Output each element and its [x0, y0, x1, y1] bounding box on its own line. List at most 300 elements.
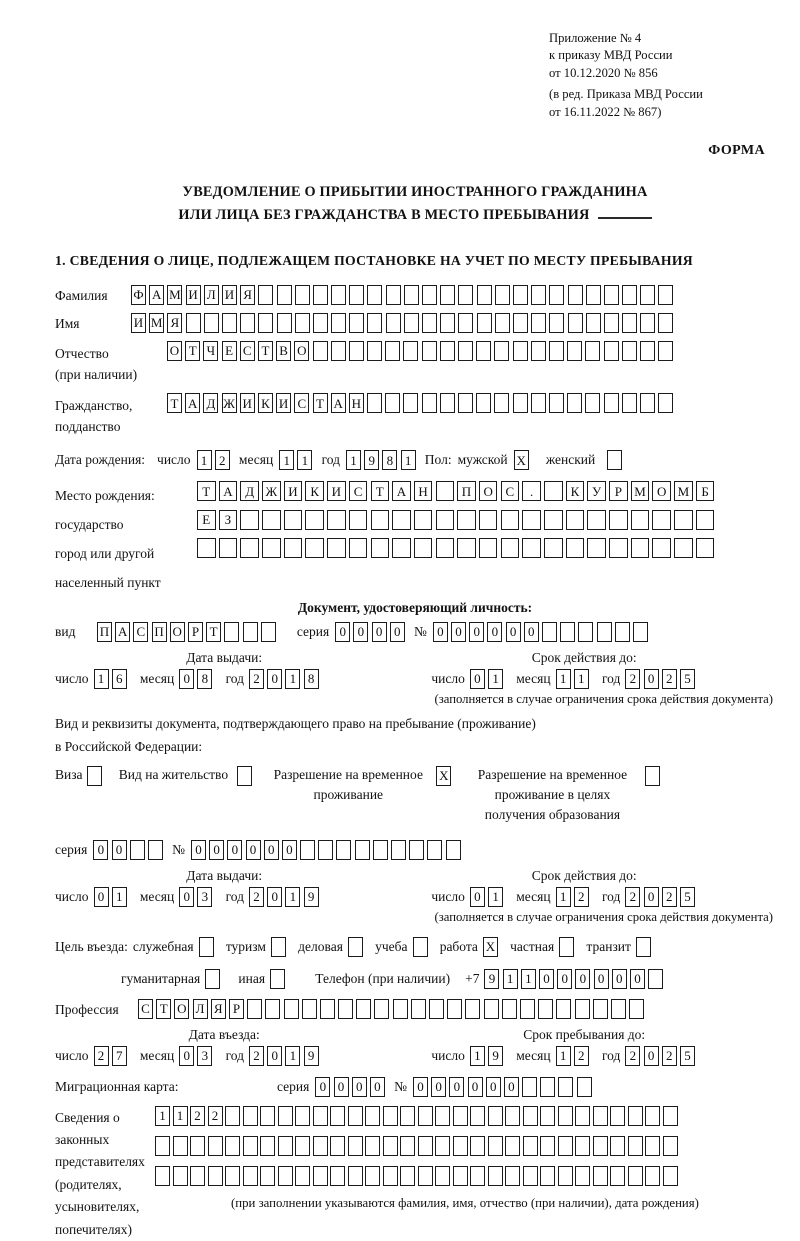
- cell[interactable]: 0: [506, 622, 521, 642]
- cell[interactable]: 1: [285, 887, 300, 907]
- cell[interactable]: [186, 313, 201, 333]
- cell[interactable]: [622, 313, 637, 333]
- cell[interactable]: [585, 341, 600, 361]
- cell[interactable]: 1: [574, 669, 589, 689]
- cell[interactable]: [494, 341, 509, 361]
- cell[interactable]: [549, 285, 564, 305]
- cell[interactable]: [260, 1106, 275, 1126]
- cell[interactable]: [224, 622, 239, 642]
- cell[interactable]: 0: [594, 969, 609, 989]
- cell[interactable]: 0: [449, 1077, 464, 1097]
- cell[interactable]: 0: [334, 1077, 349, 1097]
- identity-type-cells[interactable]: [97, 622, 279, 642]
- cell[interactable]: 0: [539, 969, 554, 989]
- cell[interactable]: 7: [112, 1046, 127, 1066]
- cell[interactable]: [567, 341, 582, 361]
- cell[interactable]: [413, 937, 428, 957]
- cell[interactable]: [197, 538, 216, 558]
- cell[interactable]: [391, 840, 406, 860]
- identity-issue-year-cells[interactable]: [249, 669, 322, 689]
- birth-place-row2-cells[interactable]: [197, 510, 775, 530]
- cell[interactable]: Т: [156, 999, 171, 1019]
- cell[interactable]: [544, 538, 563, 558]
- representatives-row3-cells[interactable]: [155, 1166, 775, 1186]
- cell[interactable]: Ф: [131, 285, 146, 305]
- cell[interactable]: [427, 840, 442, 860]
- cell[interactable]: [513, 285, 528, 305]
- cell[interactable]: [331, 341, 346, 361]
- cell[interactable]: [558, 1106, 573, 1126]
- cell[interactable]: [440, 341, 455, 361]
- cell[interactable]: 0: [353, 622, 368, 642]
- cell[interactable]: [440, 285, 455, 305]
- cell[interactable]: [284, 510, 303, 530]
- cell[interactable]: П: [97, 622, 112, 642]
- cell[interactable]: 0: [644, 1046, 659, 1066]
- purpose-transit-checkbox[interactable]: [636, 937, 654, 957]
- migration-number-cells[interactable]: [413, 1077, 595, 1097]
- cell[interactable]: О: [652, 481, 671, 501]
- cell[interactable]: [488, 1106, 503, 1126]
- birth-day-cells[interactable]: [197, 450, 233, 470]
- cell[interactable]: [658, 313, 673, 333]
- cell[interactable]: [327, 538, 346, 558]
- cell[interactable]: [392, 510, 411, 530]
- cell[interactable]: А: [219, 481, 238, 501]
- cell[interactable]: [385, 393, 400, 413]
- cell[interactable]: О: [479, 481, 498, 501]
- cell[interactable]: [400, 1106, 415, 1126]
- cell[interactable]: [568, 285, 583, 305]
- cell[interactable]: [204, 313, 219, 333]
- cell[interactable]: [542, 622, 557, 642]
- cell[interactable]: [313, 313, 328, 333]
- cell[interactable]: [436, 481, 455, 501]
- cell[interactable]: [295, 1166, 310, 1186]
- cell[interactable]: [479, 538, 498, 558]
- cell[interactable]: И: [327, 481, 346, 501]
- cell[interactable]: 0: [370, 1077, 385, 1097]
- cell[interactable]: 1: [470, 1046, 485, 1066]
- cell[interactable]: [367, 341, 382, 361]
- cell[interactable]: 0: [486, 1077, 501, 1097]
- cell[interactable]: [523, 1106, 538, 1126]
- cell[interactable]: [300, 840, 315, 860]
- cell[interactable]: И: [131, 313, 146, 333]
- cell[interactable]: [458, 393, 473, 413]
- cell[interactable]: [628, 1166, 643, 1186]
- cell[interactable]: [87, 766, 102, 786]
- cell[interactable]: Т: [371, 481, 390, 501]
- cell[interactable]: [457, 538, 476, 558]
- cell[interactable]: [383, 1166, 398, 1186]
- cell[interactable]: [393, 999, 408, 1019]
- cell[interactable]: [501, 510, 520, 530]
- cell[interactable]: [604, 341, 619, 361]
- cell[interactable]: М: [674, 481, 693, 501]
- cell[interactable]: [566, 538, 585, 558]
- identity-valid-month-cells[interactable]: [556, 669, 592, 689]
- cell[interactable]: 0: [282, 840, 297, 860]
- cell[interactable]: [645, 1106, 660, 1126]
- cell[interactable]: [549, 313, 564, 333]
- profession-cells[interactable]: [138, 999, 647, 1019]
- cell[interactable]: 0: [93, 840, 108, 860]
- cell[interactable]: Б: [696, 481, 715, 501]
- cell[interactable]: [258, 285, 273, 305]
- cell[interactable]: [593, 1106, 608, 1126]
- birth-place-row1-cells[interactable]: [197, 481, 775, 501]
- cell[interactable]: X: [436, 766, 451, 786]
- cell[interactable]: 2: [662, 1046, 677, 1066]
- cell[interactable]: [633, 622, 648, 642]
- cell[interactable]: 9: [488, 1046, 503, 1066]
- cell[interactable]: 2: [625, 887, 640, 907]
- sex-male-checkbox[interactable]: [514, 450, 532, 470]
- cell[interactable]: О: [167, 341, 182, 361]
- cell[interactable]: 0: [179, 1046, 194, 1066]
- cell[interactable]: [436, 538, 455, 558]
- cell[interactable]: [513, 313, 528, 333]
- cell[interactable]: 1: [556, 669, 571, 689]
- cell[interactable]: [484, 999, 499, 1019]
- cell[interactable]: 1: [94, 669, 109, 689]
- cell[interactable]: [422, 313, 437, 333]
- cell[interactable]: [575, 1136, 590, 1156]
- cell[interactable]: [247, 999, 262, 1019]
- cell[interactable]: У: [587, 481, 606, 501]
- cell[interactable]: [386, 285, 401, 305]
- cell[interactable]: [549, 341, 564, 361]
- cell[interactable]: [313, 285, 328, 305]
- cell[interactable]: [208, 1166, 223, 1186]
- cell[interactable]: Я: [167, 313, 182, 333]
- residence-issue-month-cells[interactable]: [179, 887, 215, 907]
- cell[interactable]: [338, 999, 353, 1019]
- residence-valid-month-cells[interactable]: [556, 887, 592, 907]
- cell[interactable]: [365, 1136, 380, 1156]
- cell[interactable]: 0: [612, 969, 627, 989]
- cell[interactable]: [422, 341, 437, 361]
- cell[interactable]: [348, 1136, 363, 1156]
- cell[interactable]: 1: [279, 450, 294, 470]
- cell[interactable]: [331, 285, 346, 305]
- cell[interactable]: 0: [179, 669, 194, 689]
- cell[interactable]: [453, 1106, 468, 1126]
- phone-cells[interactable]: [484, 969, 666, 989]
- cell[interactable]: [295, 285, 310, 305]
- cell[interactable]: [636, 937, 651, 957]
- cell[interactable]: [148, 840, 163, 860]
- cell[interactable]: [348, 937, 363, 957]
- cell[interactable]: [495, 285, 510, 305]
- cell[interactable]: [609, 510, 628, 530]
- identity-valid-year-cells[interactable]: [625, 669, 698, 689]
- cell[interactable]: [318, 840, 333, 860]
- cell[interactable]: [371, 538, 390, 558]
- cell[interactable]: О: [170, 622, 185, 642]
- cell[interactable]: 5: [680, 1046, 695, 1066]
- cell[interactable]: [615, 622, 630, 642]
- cell[interactable]: [578, 622, 593, 642]
- cell[interactable]: 1: [346, 450, 361, 470]
- cell[interactable]: [501, 538, 520, 558]
- cell[interactable]: [386, 313, 401, 333]
- cell[interactable]: О: [294, 341, 309, 361]
- cell[interactable]: 0: [267, 669, 282, 689]
- cell[interactable]: [544, 510, 563, 530]
- cell[interactable]: [488, 1166, 503, 1186]
- cell[interactable]: [611, 999, 626, 1019]
- cell[interactable]: 1: [556, 1046, 571, 1066]
- cell[interactable]: С: [133, 622, 148, 642]
- cell[interactable]: 0: [470, 887, 485, 907]
- cell[interactable]: [674, 510, 693, 530]
- cell[interactable]: [222, 313, 237, 333]
- cell[interactable]: 8: [304, 669, 319, 689]
- cell[interactable]: [436, 510, 455, 530]
- residence-number-cells[interactable]: [191, 840, 464, 860]
- cell[interactable]: [371, 510, 390, 530]
- cell[interactable]: [349, 285, 364, 305]
- cell[interactable]: [523, 1136, 538, 1156]
- cell[interactable]: [265, 999, 280, 1019]
- cell[interactable]: [628, 1106, 643, 1126]
- purpose-private-checkbox[interactable]: [559, 937, 577, 957]
- cell[interactable]: 0: [191, 840, 206, 860]
- cell[interactable]: [243, 1166, 258, 1186]
- cell[interactable]: [404, 285, 419, 305]
- cell[interactable]: [313, 1136, 328, 1156]
- cell[interactable]: [365, 1106, 380, 1126]
- cell[interactable]: [696, 538, 715, 558]
- residence-valid-day-cells[interactable]: [470, 887, 506, 907]
- cell[interactable]: [383, 1136, 398, 1156]
- cell[interactable]: Р: [229, 999, 244, 1019]
- cell[interactable]: [458, 313, 473, 333]
- representatives-row2-cells[interactable]: [155, 1136, 775, 1156]
- temporary-residence-checkbox[interactable]: [436, 766, 454, 786]
- cell[interactable]: И: [222, 285, 237, 305]
- cell[interactable]: [531, 341, 546, 361]
- cell[interactable]: [278, 1136, 293, 1156]
- cell[interactable]: 0: [335, 622, 350, 642]
- cell[interactable]: [522, 538, 541, 558]
- cell[interactable]: [374, 999, 389, 1019]
- cell[interactable]: 0: [352, 1077, 367, 1097]
- cell[interactable]: 8: [382, 450, 397, 470]
- cell[interactable]: [173, 1136, 188, 1156]
- cell[interactable]: [130, 840, 145, 860]
- cell[interactable]: Т: [313, 393, 328, 413]
- cell[interactable]: [447, 999, 462, 1019]
- cell[interactable]: С: [501, 481, 520, 501]
- cell[interactable]: 9: [484, 969, 499, 989]
- cell[interactable]: 0: [431, 1077, 446, 1097]
- cell[interactable]: 1: [197, 450, 212, 470]
- cell[interactable]: В: [276, 341, 291, 361]
- cell[interactable]: 1: [155, 1106, 170, 1126]
- cell[interactable]: 0: [413, 1077, 428, 1097]
- cell[interactable]: [502, 999, 517, 1019]
- cell[interactable]: 1: [285, 669, 300, 689]
- cell[interactable]: 0: [487, 622, 502, 642]
- cell[interactable]: 0: [209, 840, 224, 860]
- cell[interactable]: [663, 1106, 678, 1126]
- identity-number-cells[interactable]: [433, 622, 651, 642]
- cell[interactable]: М: [631, 481, 650, 501]
- cell[interactable]: Т: [258, 341, 273, 361]
- residence-permit-checkbox[interactable]: [237, 766, 255, 786]
- cell[interactable]: 0: [504, 1077, 519, 1097]
- cell[interactable]: [422, 285, 437, 305]
- cell[interactable]: [155, 1166, 170, 1186]
- cell[interactable]: [610, 1166, 625, 1186]
- cell[interactable]: Р: [609, 481, 628, 501]
- cell[interactable]: [435, 1136, 450, 1156]
- cell[interactable]: [538, 999, 553, 1019]
- cell[interactable]: Л: [204, 285, 219, 305]
- cell[interactable]: X: [514, 450, 529, 470]
- cell[interactable]: X: [483, 937, 498, 957]
- birth-year-cells[interactable]: [346, 450, 419, 470]
- cell[interactable]: 2: [94, 1046, 109, 1066]
- cell[interactable]: [305, 538, 324, 558]
- cell[interactable]: 0: [227, 840, 242, 860]
- surname-cells[interactable]: [131, 285, 677, 305]
- cell[interactable]: [190, 1136, 205, 1156]
- cell[interactable]: [349, 313, 364, 333]
- cell[interactable]: [435, 1106, 450, 1126]
- cell[interactable]: К: [258, 393, 273, 413]
- cell[interactable]: Е: [222, 341, 237, 361]
- cell[interactable]: [652, 510, 671, 530]
- cell[interactable]: [645, 766, 660, 786]
- cell[interactable]: [313, 1166, 328, 1186]
- entry-year-cells[interactable]: [249, 1046, 322, 1066]
- cell[interactable]: [331, 313, 346, 333]
- patronymic-cells[interactable]: [167, 341, 676, 361]
- cell[interactable]: [568, 313, 583, 333]
- cell[interactable]: [610, 1106, 625, 1126]
- cell[interactable]: [240, 313, 255, 333]
- cell[interactable]: [652, 538, 671, 558]
- cell[interactable]: А: [392, 481, 411, 501]
- residence-issue-year-cells[interactable]: [249, 887, 322, 907]
- cell[interactable]: [418, 1106, 433, 1126]
- stay-month-cells[interactable]: [556, 1046, 592, 1066]
- cell[interactable]: [278, 1106, 293, 1126]
- cell[interactable]: [435, 1166, 450, 1186]
- cell[interactable]: Р: [188, 622, 203, 642]
- cell[interactable]: 0: [315, 1077, 330, 1097]
- cell[interactable]: [403, 393, 418, 413]
- cell[interactable]: [470, 1136, 485, 1156]
- stay-day-cells[interactable]: [470, 1046, 506, 1066]
- cell[interactable]: Н: [349, 393, 364, 413]
- cell[interactable]: 0: [469, 622, 484, 642]
- cell[interactable]: [240, 510, 259, 530]
- cell[interactable]: [330, 1106, 345, 1126]
- cell[interactable]: [313, 1106, 328, 1126]
- cell[interactable]: [367, 393, 382, 413]
- cell[interactable]: [240, 538, 259, 558]
- cell[interactable]: М: [149, 313, 164, 333]
- visa-checkbox[interactable]: [87, 766, 105, 786]
- cell[interactable]: [155, 1136, 170, 1156]
- purpose-official-checkbox[interactable]: [199, 937, 217, 957]
- cell[interactable]: 2: [625, 669, 640, 689]
- residence-issue-day-cells[interactable]: [94, 887, 130, 907]
- cell[interactable]: 2: [574, 887, 589, 907]
- cell[interactable]: [243, 1136, 258, 1156]
- cell[interactable]: [225, 1106, 240, 1126]
- cell[interactable]: С: [349, 481, 368, 501]
- cell[interactable]: А: [115, 622, 130, 642]
- cell[interactable]: [587, 538, 606, 558]
- cell[interactable]: [513, 393, 528, 413]
- cell[interactable]: [243, 1106, 258, 1126]
- cell[interactable]: [225, 1166, 240, 1186]
- purpose-tourism-checkbox[interactable]: [271, 937, 289, 957]
- cell[interactable]: [593, 1136, 608, 1156]
- cell[interactable]: [260, 1136, 275, 1156]
- cell[interactable]: [540, 1077, 555, 1097]
- cell[interactable]: [336, 840, 351, 860]
- cell[interactable]: И: [276, 393, 291, 413]
- cell[interactable]: 0: [557, 969, 572, 989]
- cell[interactable]: [560, 622, 575, 642]
- cell[interactable]: 9: [304, 1046, 319, 1066]
- identity-issue-day-cells[interactable]: [94, 669, 130, 689]
- cell[interactable]: [418, 1136, 433, 1156]
- cell[interactable]: Ж: [262, 481, 281, 501]
- birth-month-cells[interactable]: [279, 450, 315, 470]
- cell[interactable]: [225, 1136, 240, 1156]
- cell[interactable]: [295, 1106, 310, 1126]
- cell[interactable]: [593, 999, 608, 1019]
- cell[interactable]: [558, 1166, 573, 1186]
- cell[interactable]: [440, 393, 455, 413]
- cell[interactable]: [567, 393, 582, 413]
- cell[interactable]: 2: [662, 669, 677, 689]
- identity-issue-month-cells[interactable]: [179, 669, 215, 689]
- cell[interactable]: [349, 341, 364, 361]
- cell[interactable]: [349, 510, 368, 530]
- cell[interactable]: [278, 1166, 293, 1186]
- cell[interactable]: [575, 1106, 590, 1126]
- cell[interactable]: [658, 393, 673, 413]
- cell[interactable]: [586, 313, 601, 333]
- cell[interactable]: [284, 999, 299, 1019]
- cell[interactable]: [531, 313, 546, 333]
- cell[interactable]: [558, 1136, 573, 1156]
- cell[interactable]: Я: [211, 999, 226, 1019]
- cell[interactable]: 3: [197, 1046, 212, 1066]
- birth-place-row3-cells[interactable]: [197, 538, 775, 558]
- cell[interactable]: [320, 999, 335, 1019]
- cell[interactable]: 0: [179, 887, 194, 907]
- cell[interactable]: [458, 285, 473, 305]
- cell[interactable]: [663, 1136, 678, 1156]
- cell[interactable]: [258, 313, 273, 333]
- cell[interactable]: [607, 450, 622, 470]
- cell[interactable]: И: [284, 481, 303, 501]
- cell[interactable]: [658, 285, 673, 305]
- cell[interactable]: [540, 1106, 555, 1126]
- cell[interactable]: 0: [94, 887, 109, 907]
- cell[interactable]: [440, 313, 455, 333]
